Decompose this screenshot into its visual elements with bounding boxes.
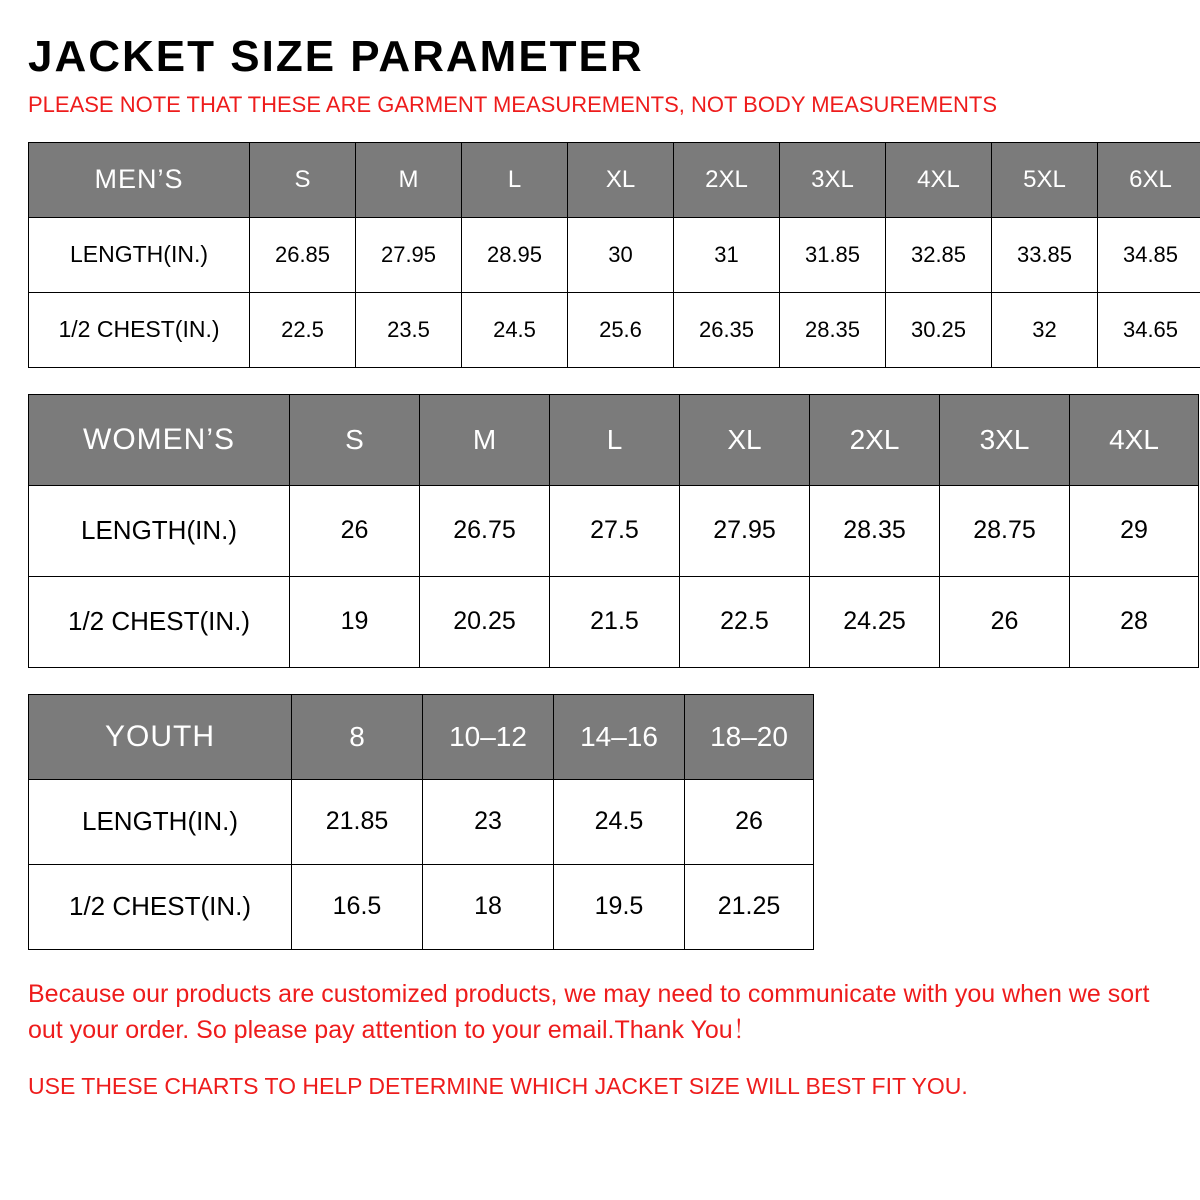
page-title: JACKET SIZE PARAMETER: [28, 32, 644, 81]
youth-chest-14-16: 19.5: [554, 864, 685, 949]
mens-chest-3xl: 28.35: [780, 292, 886, 367]
mens-length-m: 27.95: [356, 217, 462, 292]
youth-size-header-8: 8: [292, 694, 423, 779]
womens-length-xl: 27.95: [680, 485, 810, 576]
footer-customization-note: Because our products are customized products, we may need to communicate with you when we sort out your order. So please pay attention to your email.Thank You！: [28, 979, 1150, 1045]
table-row: [29, 864, 814, 949]
youth-chest-18-20: 21.25: [685, 864, 814, 949]
womens-chest-m: 20.25: [420, 576, 550, 667]
youth-header-label: YOUTH: [29, 694, 292, 779]
mens-chest-4xl: 30.25: [886, 292, 992, 367]
womens-length-m: 26.75: [420, 485, 550, 576]
youth-length-10-12: 23: [423, 779, 554, 864]
womens-length-3xl: 28.75: [940, 485, 1070, 576]
mens-length-4xl: 32.85: [886, 217, 992, 292]
youth-length-8: 21.85: [292, 779, 423, 864]
womens-length-s: 26: [290, 485, 420, 576]
womens-header-label: WOMEN’S: [29, 394, 290, 485]
mens-chest-m: 23.5: [356, 292, 462, 367]
mens-chest-label: 1/2 CHEST(IN.): [29, 292, 250, 367]
table-row: [29, 576, 1199, 667]
mens-chest-xl: 25.6: [568, 292, 674, 367]
mens-length-2xl: 31: [674, 217, 780, 292]
mens-chest-l: 24.5: [462, 292, 568, 367]
mens-size-header-5xl: 5XL: [992, 142, 1098, 217]
womens-chest-4xl: 28: [1070, 576, 1199, 667]
mens-size-header-2xl: 2XL: [674, 142, 780, 217]
mens-size-header-3xl: 3XL: [780, 142, 886, 217]
womens-size-header-3xl: 3XL: [940, 394, 1070, 485]
footer-chart-usage-note: USE THESE CHARTS TO HELP DETERMINE WHICH JACKET SIZE WILL BEST FIT YOU.: [28, 1073, 968, 1100]
womens-chest-2xl: 24.25: [810, 576, 940, 667]
mens-chest-5xl: 32: [992, 292, 1098, 367]
womens-length-label: LENGTH(IN.): [29, 485, 290, 576]
mens-size-header-l: L: [462, 142, 568, 217]
womens-size-table: [28, 394, 1199, 668]
mens-length-l: 28.95: [462, 217, 568, 292]
youth-chest-8: 16.5: [292, 864, 423, 949]
youth-size-table: [28, 694, 814, 950]
womens-size-header-4xl: 4XL: [1070, 394, 1199, 485]
mens-chest-s: 22.5: [250, 292, 356, 367]
table-row: [29, 485, 1199, 576]
mens-size-header-4xl: 4XL: [886, 142, 992, 217]
womens-chest-xl: 22.5: [680, 576, 810, 667]
womens-length-2xl: 28.35: [810, 485, 940, 576]
womens-size-header-2xl: 2XL: [810, 394, 940, 485]
mens-length-label: LENGTH(IN.): [29, 217, 250, 292]
table-row: [29, 292, 1200, 367]
womens-chest-s: 19: [290, 576, 420, 667]
mens-length-xl: 30: [568, 217, 674, 292]
womens-table-header-row: [29, 394, 1199, 485]
womens-chest-label: 1/2 CHEST(IN.): [29, 576, 290, 667]
womens-size-header-m: M: [420, 394, 550, 485]
womens-length-l: 27.5: [550, 485, 680, 576]
womens-size-header-l: L: [550, 394, 680, 485]
mens-chest-6xl: 34.65: [1098, 292, 1200, 367]
mens-length-s: 26.85: [250, 217, 356, 292]
womens-chest-l: 21.5: [550, 576, 680, 667]
youth-size-header-10-12: 10–12: [423, 694, 554, 779]
footer-notes: [28, 976, 1172, 1104]
womens-size-header-s: S: [290, 394, 420, 485]
mens-length-5xl: 33.85: [992, 217, 1098, 292]
table-row: [29, 217, 1200, 292]
mens-header-label: MEN’S: [29, 142, 250, 217]
measurement-note: PLEASE NOTE THAT THESE ARE GARMENT MEASUREMENTS, NOT BODY MEASUREMENTS: [28, 92, 998, 118]
youth-size-header-18-20: 18–20: [685, 694, 814, 779]
mens-size-header-6xl: 6XL: [1098, 142, 1200, 217]
youth-size-header-14-16: 14–16: [554, 694, 685, 779]
womens-chest-3xl: 26: [940, 576, 1070, 667]
mens-size-header-s: S: [250, 142, 356, 217]
mens-chest-2xl: 26.35: [674, 292, 780, 367]
womens-length-4xl: 29: [1070, 485, 1199, 576]
table-row: [29, 779, 814, 864]
womens-size-header-xl: XL: [680, 394, 810, 485]
youth-length-14-16: 24.5: [554, 779, 685, 864]
youth-chest-10-12: 18: [423, 864, 554, 949]
youth-length-18-20: 26: [685, 779, 814, 864]
youth-table-header-row: [29, 694, 814, 779]
youth-length-label: LENGTH(IN.): [29, 779, 292, 864]
mens-size-header-m: M: [356, 142, 462, 217]
mens-size-table: [28, 142, 1200, 368]
mens-size-header-xl: XL: [568, 142, 674, 217]
mens-length-3xl: 31.85: [780, 217, 886, 292]
mens-table-header-row: [29, 142, 1200, 217]
youth-chest-label: 1/2 CHEST(IN.): [29, 864, 292, 949]
mens-length-6xl: 34.85: [1098, 217, 1200, 292]
